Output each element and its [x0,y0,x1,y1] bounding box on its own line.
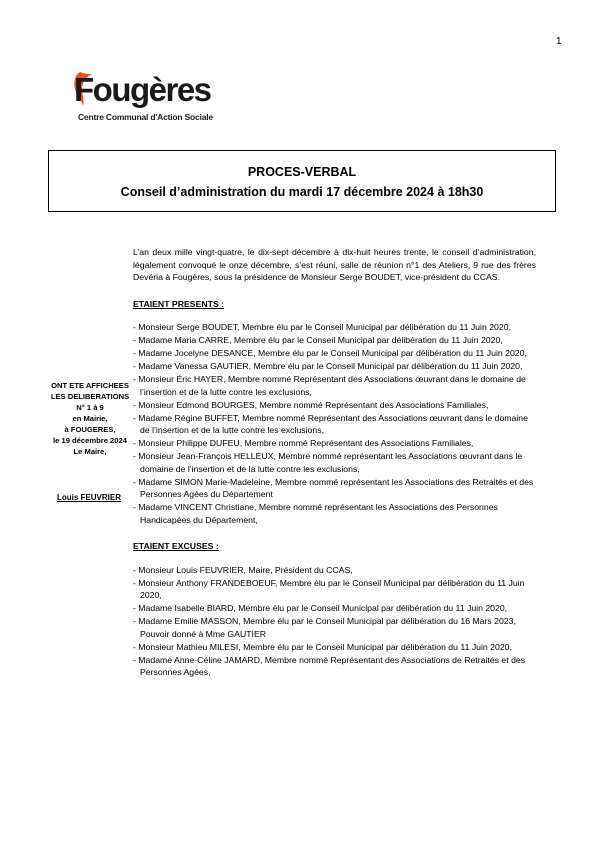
mayor-signer: Louis FEUVRIER [56,493,121,502]
logo-subtitle: Centre Communal d'Action Sociale [78,112,213,122]
posting-line: LES DELIBERATIONS [50,392,130,401]
list-item: - Monsieur Anthony FRANDEBOEUF, Membre élu par le Conseil Municipal par délibération du 11 Juin 2020, [133,577,525,600]
list-item: - Monsieur Serge BOUDET, Membre élu par le Conseil Municipal par délibération du 11 Juin 2020, [133,322,511,332]
title-box [48,150,556,212]
document-title: PROCES-VERBAL [247,165,357,179]
list-item: - Madame Jocelyne DESANCE, Membre élu par le Conseil Municipal par délibération du 11 Juin 2020, [133,348,527,358]
list-item: - Madame Anne-Céline JAMARD, Membre nommé Représentant des Associations de Retraités et des Personnes Agées, [133,654,526,677]
list-item: - Madame Isabelle BIARD, Membre élu par le Conseil Municipal par délibération du 11 Juin 2020, [133,603,508,613]
list-item: - Madame Emilie MASSON, Membre élu par le Conseil Municipal par délibération du 16 Mars 2023, Pouvoir donné à Mme GAUTIER [133,616,516,639]
list-item: - Madame VINCENT Christiane, Membre nommé représentant les Associations des Personnes Handicapées du Département, [133,502,498,525]
ccas-logo [70,68,250,128]
minutes-body [133,246,536,679]
present-heading: ETAIENT PRESENTS : [133,298,225,309]
logo-wordmark: Fougères [74,71,211,108]
page-number: 1 [556,36,562,47]
list-item: - Monsieur Louis FEUVRIER, Maire, Président du CCAS, [133,564,353,575]
list-item: - Madame Régine BUFFET, Membre nommé Représentant des Associations œuvrant dans le domaine de l’insertion et de la lutte contre les exclusions, [133,412,528,435]
present-list [133,321,536,526]
excused-heading: ETAIENT EXCUSES : [133,541,219,551]
list-item: - Madame Maria CARRE, Membre élu par le Conseil Municipal par délibération du 11 Juin 2020, [133,335,503,345]
list-item: - Monsieur Jean-François HELLEUX, Membre nommé représentant les Associations œuvrant dans le domaine de l’insertion et de la lutte contre les exclusions, [133,451,523,474]
posting-line: le 19 décembre 2024 [53,436,127,445]
list-item: - Monsieur Edmond BOURGES, Membre nommé Représentant des Associations Familiales, [133,399,489,410]
posting-line: à FOUGERES, [64,425,116,434]
posting-line: N° 1 à 9 [76,403,104,412]
list-item: - Madame Vanessa GAUTIER, Membre élu par le Conseil Municipal par délibération du 11 Juin 2020, [133,361,523,371]
posting-notice [50,380,130,457]
list-item: - Monsieur Mathieu MILESI, Membre élu par le Conseil Municipal par délibération du 11 Juin 2020, [133,641,512,652]
excused-list [133,564,536,679]
intro-paragraph: L’an deux mille vingt-quatre, le dix-sept décembre à dix-huit heures trente, le conseil d’administration, légalement convoqué le onze décembre, s’est réuni, salle de réunion n°1 des Ateliers, 9 rue des frères Devéria à Fougères, sous la présidence de Monsieur Serge BOUDET, vice-président du CCAS. [133,247,536,282]
list-item: - Monsieur Philippe DUFEU, Membre nommé Représentant des Associations Familiales, [133,438,474,448]
list-item: - Madame SIMON Marie-Madeleine, Membre nommé représentant les Associations des Retraités et des Personnes Agées du Département [133,476,534,499]
meeting-title: Conseil d’administration du mardi 17 décembre 2024 à 18h30 [120,185,484,199]
posting-line: Le Maire, [73,447,107,456]
posting-line: en Mairie, [72,414,108,423]
list-item: - Monsieur Éric HAYER, Membre nommé Représentant des Associations œuvrant dans le domaine de l’insertion et de la lutte contre les exclusions, [133,374,526,397]
posting-line: ONT ETE AFFICHEES [51,381,129,390]
